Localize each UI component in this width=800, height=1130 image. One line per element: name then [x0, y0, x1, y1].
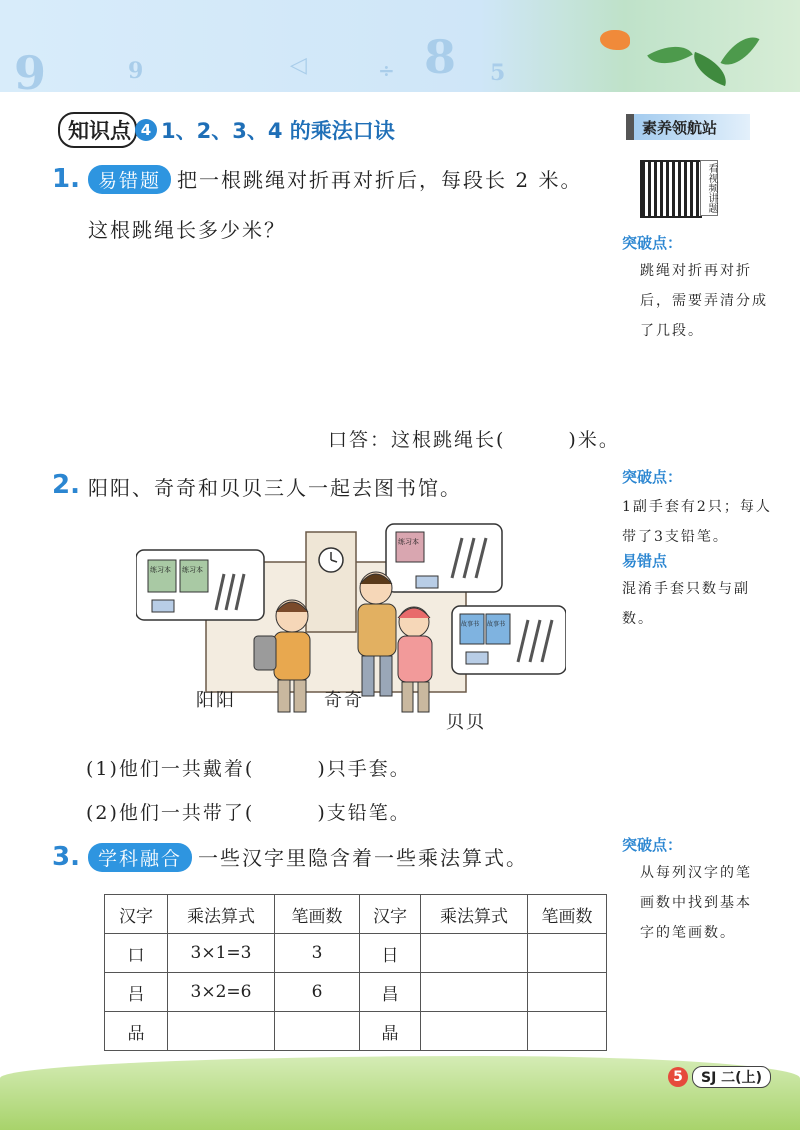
question-number: 2.	[52, 470, 80, 500]
answer-line: 口答：这根跳绳长( )米。	[328, 429, 620, 451]
table-row	[105, 1012, 607, 1051]
column-header: 乘法算式	[168, 895, 275, 934]
answer-cell[interactable]	[528, 934, 607, 973]
question-2-text: 阳阳、奇奇和贝贝三人一起去图书馆。	[88, 476, 462, 500]
table-cell: 3×1=3	[168, 934, 275, 973]
note-title: 突破点：	[622, 468, 683, 486]
decorative-shape: ◁	[290, 52, 307, 78]
question-1-text: 把一根跳绳对折再对折后，每段长 2 米。	[177, 168, 583, 192]
sub-question-2: (2)他们一共带了( )支铅笔。	[86, 802, 411, 824]
side-title: 素养领航站	[642, 118, 718, 137]
exercise-book-icon	[148, 560, 176, 592]
note-title: 突破点：	[622, 234, 683, 252]
table-row	[105, 934, 607, 973]
bird-illustration	[600, 30, 630, 50]
child-beibei	[398, 607, 432, 712]
decorative-number: 5	[490, 60, 506, 86]
story-book-icon	[460, 614, 484, 644]
name-label-qiqi: 奇奇	[324, 690, 364, 711]
page-badge	[668, 1066, 771, 1088]
knowledge-label: 知识点	[58, 112, 137, 148]
story-label: 故事书	[461, 621, 480, 628]
note-title: 突破点：	[622, 836, 683, 854]
decorative-shape: ÷	[378, 58, 395, 82]
note-text: 从每列汉字的笔画数中找到基本字的笔画数。	[640, 865, 752, 941]
note-text: 1副手套有2只；每人带了3支铅笔。	[622, 499, 772, 545]
table-cell: 品	[105, 1012, 168, 1051]
eraser-icon	[466, 652, 488, 664]
answer-cell[interactable]	[528, 973, 607, 1012]
table-cell: 吕	[105, 973, 168, 1012]
question-3-line	[88, 842, 528, 872]
question-3-text: 一些汉字里隐含着一些乘法算式。	[198, 846, 529, 870]
exercise-book-icon	[180, 560, 208, 592]
name-label-beibei: 贝贝	[446, 712, 486, 733]
table-cell: 6	[275, 973, 360, 1012]
knowledge-title-text: 1、2、3、4 的乘法口诀	[161, 119, 395, 143]
column-header: 乘法算式	[421, 895, 528, 934]
qr-code[interactable]	[640, 160, 702, 218]
table-header-row	[105, 895, 607, 934]
knowledge-point-title	[58, 112, 395, 148]
answer-cell[interactable]	[168, 1012, 275, 1051]
table-row	[105, 973, 607, 1012]
column-header: 汉字	[105, 895, 168, 934]
decorative-number: 9	[14, 46, 47, 100]
book-label: 练习本	[182, 566, 203, 574]
edition-code: SJ 二(上)	[692, 1066, 771, 1088]
hanzi-table	[104, 894, 607, 1051]
table-cell: 日	[360, 934, 421, 973]
question-number: 3.	[52, 842, 80, 872]
answer-cell[interactable]	[275, 1012, 360, 1051]
table-cell: 昌	[360, 973, 421, 1012]
book-label: 练习本	[150, 566, 171, 574]
side-column-header	[626, 114, 750, 140]
decorative-number: 8	[424, 30, 457, 84]
story-book-icon	[486, 614, 510, 644]
story-label: 故事书	[487, 621, 506, 628]
sub-question-1: (1)他们一共戴着( )只手套。	[86, 758, 411, 780]
question-1-line1	[88, 164, 582, 194]
exercise-book-icon	[396, 532, 424, 562]
answer-cell[interactable]	[421, 934, 528, 973]
column-header: 笔画数	[275, 895, 360, 934]
decorative-number: 9	[128, 58, 144, 84]
page-number: 5	[668, 1067, 688, 1087]
eraser-icon	[152, 600, 174, 612]
answer-cell[interactable]	[528, 1012, 607, 1051]
note-text: 混淆手套只数与副数。	[622, 581, 750, 627]
knowledge-number: 4	[135, 119, 157, 141]
column-header: 笔画数	[528, 895, 607, 934]
table-cell: 3×2=6	[168, 973, 275, 1012]
note-title: 易错点	[622, 552, 668, 570]
column-header: 汉字	[360, 895, 421, 934]
leaf-illustration	[720, 28, 759, 74]
book-label: 练习本	[398, 538, 419, 546]
leaf-illustration	[647, 35, 693, 74]
eraser-icon	[416, 576, 438, 588]
question-number: 1.	[52, 164, 80, 194]
question-1-line2: 这根跳绳长多少米？	[88, 218, 286, 242]
error-prone-tag: 易错题	[88, 165, 171, 194]
answer-cell[interactable]	[421, 1012, 528, 1051]
name-label-yangyang: 阳阳	[196, 690, 236, 711]
answer-cell[interactable]	[421, 973, 528, 1012]
lighthouse-icon	[626, 114, 634, 140]
subject-integration-tag: 学科融合	[88, 843, 192, 872]
table-cell: 口	[105, 934, 168, 973]
table-cell: 晶	[360, 1012, 421, 1051]
qr-label: 看视频讲题	[700, 160, 718, 216]
clock-tower	[306, 532, 356, 632]
header-banner	[0, 0, 800, 100]
note-text: 跳绳对折再对折后，需要弄清分成了几段。	[640, 263, 768, 339]
table-cell: 3	[275, 934, 360, 973]
